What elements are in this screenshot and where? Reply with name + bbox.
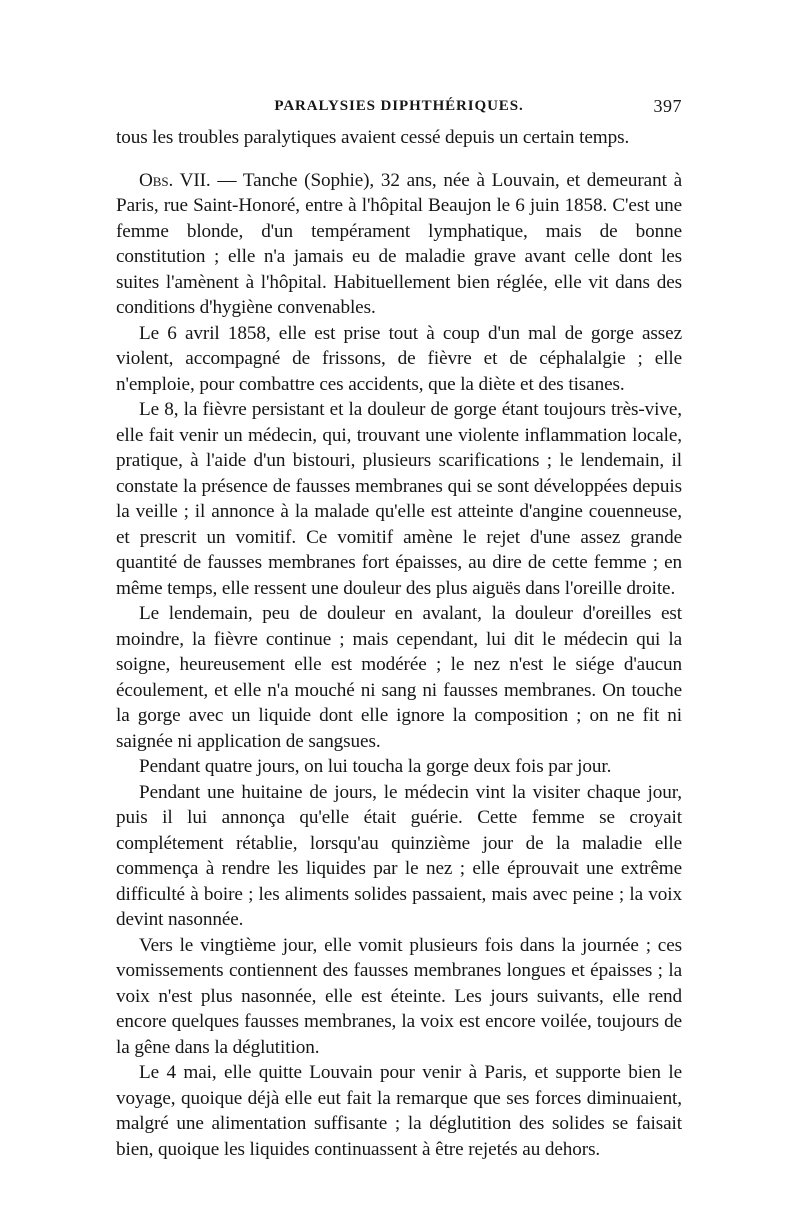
paragraph-continuation: tous les troubles paralytiques avaient cessé depuis un certain temps. — [116, 127, 630, 148]
paragraph: Le 4 mai, elle quitte Louvain pour venir à Paris, et supporte bien le voyage, quoique déjà elle eut fait la remarque que ses forces diminuaient, malgré une alimentation suffisante ; la déglutition des solides se faisait bien, quoique les liquides continuassent à être rejetés au dehors. — [116, 1062, 682, 1160]
observation-label: Obs. VII. — [139, 169, 211, 191]
page-number: 397 — [653, 96, 682, 116]
paragraph: Le 6 avril 1858, elle est prise tout à coup d'un mal de gorge assez violent, accompagné de frissons, de fièvre et de céphalalgie ; elle n'emploie, pour combattre ces accidents, que la diète et des tisanes. — [116, 322, 682, 395]
paragraph: Pendant une huitaine de jours, le médecin vint la visiter chaque jour, puis il lui annonça qu'elle était guérie. Cette femme se croyait complétement rétablie, lorsqu'au quinzième jour de la maladie elle commença à rendre les liquides par le nez ; elle éprouvait une extrême difficulté à boire ; les aliments solides passaient, mais avec peine ; la voix devint nasonnée. — [116, 781, 682, 930]
body-text — [116, 125, 682, 1162]
paragraph: Le 8, la fièvre persistant et la douleur de gorge étant toujours très-vive, elle fait venir un médecin, qui, trouvant une violente inflammation locale, pratique, à l'aide d'un bistouri, plusieurs scarifications ; le lendemain, il constate la présence de fausses membranes qui se sont développées depuis la veille ; il annonce à la malade qu'elle est atteinte d'angine couenneuse, et prescrit un vomitif. Ce vomitif amène le rejet d'une assez grande quantité de fausses membranes fort épaisses, au dire de cette femme ; en même temps, elle ressent une douleur des plus aiguës dans l'oreille droite. — [116, 399, 682, 599]
observation-heading-paragraph — [116, 168, 682, 321]
running-header — [116, 96, 682, 118]
observation-intro: — Tanche (Sophie), 32 ans, née à Louvain, et demeurant à Paris, rue Saint-Honoré, entre à l'hôpital Beaujon le 6 juin 1858. C'est une femme blonde, d'un tempérament lymphatique, mais de bonne constitution ; elle n'a jamais eu de maladie grave avant celle dont les suites l'amènent à l'hôpital. Habituellement bien réglée, elle vit dans des conditions d'hygiène convenables. — [116, 169, 682, 318]
running-title: PARALYSIES DIPHTHÉRIQUES. — [274, 98, 524, 114]
paragraph: Vers le vingtième jour, elle vomit plusieurs fois dans la journée ; ces vomissements contiennent des fausses membranes longues et épaisses ; la voix n'est plus nasonnée, elle est éteinte. Les jours suivants, elle rend encore quelques fausses membranes, la voix est encore voilée, toujours de la gêne dans la déglutition. — [116, 934, 682, 1058]
paragraph: Pendant quatre jours, on lui toucha la gorge deux fois par jour. — [139, 756, 612, 777]
paragraph: Le lendemain, peu de douleur en avalant, la douleur d'oreilles est moindre, la fièvre continue ; mais cependant, lui dit le médecin qui la soigne, heureusement elle est modérée ; le nez n'est le siége d'aucun écoulement, et elle n'a mouché ni sang ni fausses membranes. On touche la gorge avec un liquide dont elle ignore la composition ; on ne fit ni saignée ni application de sangsues. — [116, 603, 682, 752]
